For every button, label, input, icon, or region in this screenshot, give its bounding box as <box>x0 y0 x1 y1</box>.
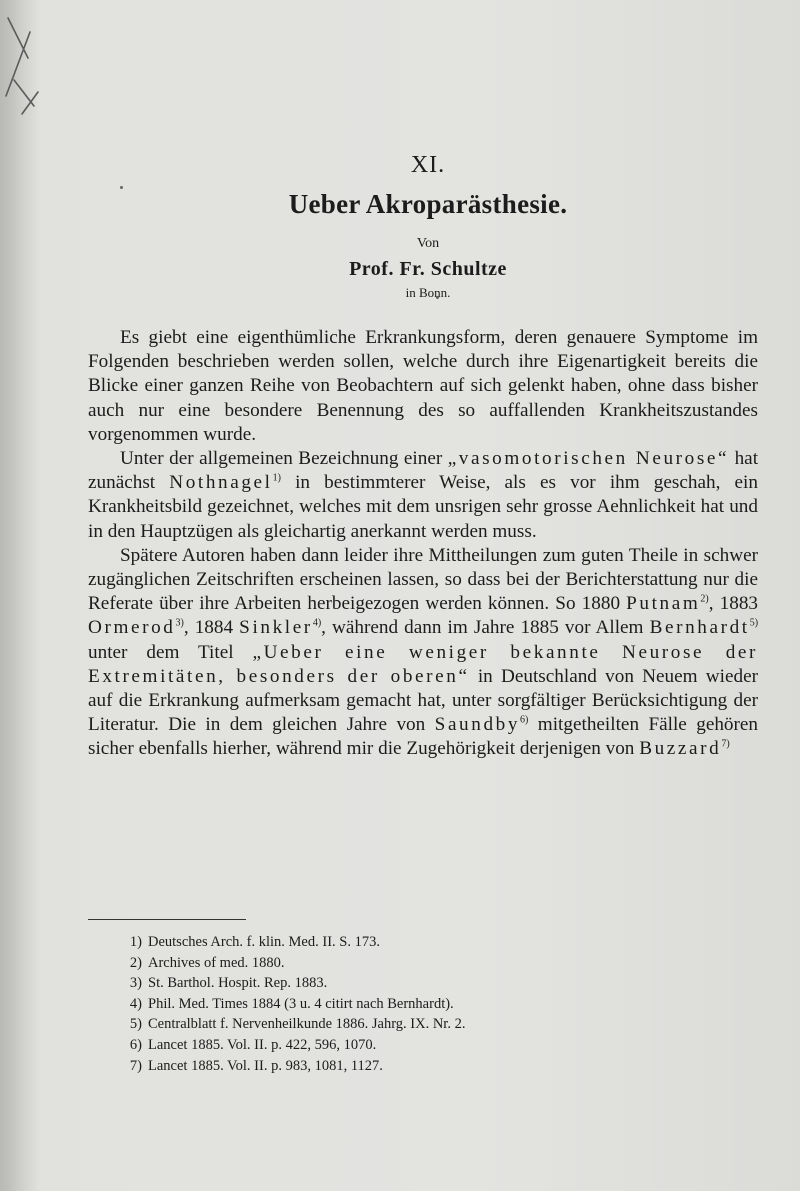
footnote-item <box>128 932 688 953</box>
author-reference: Bernhardt <box>649 617 750 639</box>
author-name: Prof. Fr. Schultze <box>349 258 507 280</box>
footnote-marker: 1) <box>272 472 281 484</box>
paragraph-2 <box>88 447 758 544</box>
article-body <box>88 326 758 762</box>
pencil-mark-icon <box>0 10 60 130</box>
text-run: , 1883 <box>708 593 759 615</box>
footnote-text: Deutsches Arch. f. klin. Med. II. S. 173. <box>148 934 380 950</box>
footnote-number: 1) <box>129 934 142 950</box>
author-reference: Nothnagel <box>169 472 273 494</box>
footnote-number: 5) <box>129 1016 142 1033</box>
footnote-number: 3) <box>129 975 142 992</box>
footnote-text: Phil. Med. Times 1884 (3 u. 4 citirt nach Bernhardt). <box>148 995 454 1012</box>
footnote-text: Archives of med. 1880. <box>148 954 285 971</box>
footnote-marker: 6) <box>520 714 529 726</box>
text-run: in bestimmterer Weise, als es vor ihm geschah, ein Krankheitsbild gezeichnet, welches mit dem unsrigen sehr grosse Aehnlichkeit hat und in den Hauptzügen als gleichartig anerkannt werden muss. <box>88 472 758 542</box>
footnote-number: 6) <box>129 1036 142 1053</box>
footnote-marker: 7) <box>721 739 730 751</box>
footnote-marker: 5) <box>749 618 759 630</box>
paragraph-3 <box>88 544 758 762</box>
author-reference: Sinkler <box>239 617 313 639</box>
footnote-item <box>128 1035 688 1056</box>
byline-prefix: Von <box>416 236 440 251</box>
chapter-title: Ueber Akroparästhesie. <box>288 189 568 219</box>
author-reference: Ormerod <box>88 617 176 639</box>
footnote-item <box>128 1014 688 1035</box>
author-reference: Putnam <box>626 593 701 615</box>
footnote-text: St. Barthol. Hospit. Rep. 1883. <box>148 975 328 992</box>
text-run: unter dem Titel <box>88 641 234 663</box>
chapter-numeral: XI. <box>410 152 446 178</box>
page-gutter-shadow <box>0 0 40 1191</box>
footnote-item <box>128 973 688 994</box>
text-run: , während dann im Jahre 1885 vor Allem <box>321 617 644 639</box>
footnote-marker: 4) <box>312 618 322 630</box>
footnote-number: 2) <box>129 954 142 971</box>
text-run: , 1884 <box>183 617 234 639</box>
footnote-number: 7) <box>129 1057 142 1074</box>
spaced-term: „vasomotorischen Neurose“ <box>447 448 730 470</box>
footnote-item <box>128 953 688 974</box>
footnote-marker: 3) <box>175 618 184 630</box>
text-run: hat zunächst <box>88 448 759 494</box>
text-run: Spätere Autoren haben dann leider ihre Mittheilungen zum guten Theile in schwer zugänglichen Zeitschriften erscheinen lassen, so dass bei der Berichterstattung nur die Referate über ihre Arbeiten herbeigezogen werden können. So 1880 <box>88 544 758 615</box>
author-reference: Saundby <box>434 714 521 736</box>
text-run: mitgetheilten Fälle gehören sicher ebenfalls hierher, während mir die Zugehörigkeit derjenigen von <box>88 714 759 760</box>
footnote-text: Lancet 1885. Vol. II. p. 983, 1081, 1127. <box>148 1057 383 1074</box>
text-run: Unter der allgemeinen Bezeichnung einer <box>120 448 443 470</box>
footnote-item <box>128 1056 688 1077</box>
footnote-text: Lancet 1885. Vol. II. p. 422, 596, 1070. <box>148 1036 377 1053</box>
footnote-rule <box>88 919 246 920</box>
paragraph-1: Es giebt eine eigenthümliche Erkrankungsform, deren genauere Symptome im Folgenden beschrieben werden sollen, welche durch ihre Eigenartigkeit bereits die Blicke einer ganzen Reihe von Beobachtern auf sich gelenkt haben, ohne dass bisher auch nur eine besondere Benennung des so auffallenden Krankheitszustandes vorgenommen wurde. <box>88 327 758 445</box>
author-affiliation: in Bonn. <box>405 285 451 300</box>
footnote-text: Centralblatt f. Nervenheilkunde 1886. Jahrg. IX. Nr. 2. <box>148 1016 466 1033</box>
footnote-number: 4) <box>129 995 142 1012</box>
spaced-title: „Ueber eine weniger bekannte Neurose der Extremitäten, besonders der oberen“ <box>88 641 758 687</box>
footnotes <box>128 932 688 1076</box>
author-reference: Buzzard <box>639 738 722 760</box>
footnote-marker: 2) <box>700 593 709 605</box>
chapter-header <box>108 152 748 301</box>
text-run: in Deutschland von Neuem wieder auf die Erkrankung aufmerksam gemacht hat, unter sorgfältiger Berücksichtigung der Literatur. Die in dem gleichen Jahre von <box>88 665 759 736</box>
footnote-item <box>128 994 688 1015</box>
